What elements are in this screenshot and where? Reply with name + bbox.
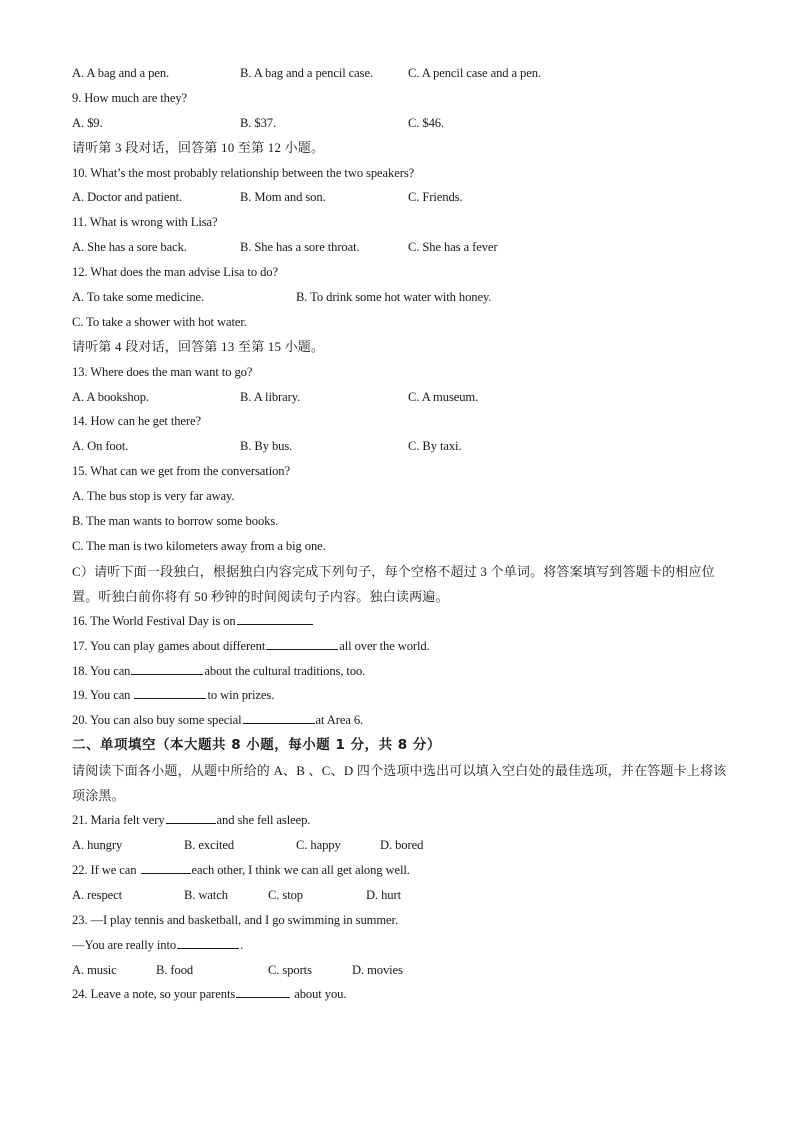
- answer-blank: [134, 684, 206, 699]
- option-c: C. stop: [268, 887, 303, 902]
- q22-text-after: each other, I think we can all get along well.: [191, 862, 410, 877]
- q15-option-c: C. The man is two kilometers away from a big one.: [72, 538, 326, 553]
- q23-options: [72, 958, 732, 983]
- question-20: [72, 708, 732, 733]
- option-b: B. Mom and son.: [240, 190, 326, 205]
- option-b: B. A bag and a pencil case.: [240, 66, 373, 80]
- q22-options: [72, 883, 732, 908]
- question-19: [72, 683, 732, 708]
- option-c: C. sports: [268, 962, 312, 977]
- q24-text-after: about you.: [291, 987, 347, 1002]
- option-a: A. hungry: [72, 838, 123, 853]
- answer-blank: [243, 709, 315, 724]
- q23-reply-after: .: [240, 937, 244, 952]
- question-23: 23. —I play tennis and basketball, and I go swimming in summer.: [72, 912, 398, 927]
- option-c: C. $46.: [408, 115, 445, 130]
- question-24: [72, 982, 732, 1007]
- option-a: A. $9.: [72, 115, 103, 130]
- section-3-instruction: 请听第 3 段对话，回答第 10 至第 12 小题。: [72, 139, 325, 155]
- option-d: D. bored: [380, 838, 424, 853]
- option-d: D. hurt: [366, 887, 401, 902]
- answer-blank: [266, 635, 338, 650]
- option-a: A. music: [72, 962, 117, 977]
- question-13: 13. Where does the man want to go?: [72, 364, 253, 379]
- option-a: A. To take some medicine.: [72, 290, 205, 305]
- q20-text-after: at Area 6.: [315, 713, 364, 728]
- option-a: A. A bag and a pen.: [72, 66, 170, 80]
- q19-text: 19. You can: [72, 688, 134, 703]
- q21-text-after: and she fell asleep.: [216, 813, 311, 828]
- answer-blank: [236, 983, 290, 998]
- question-12: 12. What does the man advise Lisa to do?: [72, 265, 278, 280]
- q18-text-after: about the cultural traditions, too.: [204, 663, 366, 678]
- option-d: D. movies: [352, 962, 403, 977]
- option-b: B. food: [156, 962, 194, 977]
- option-b: B. To drink some hot water with honey.: [296, 290, 492, 305]
- part-c-instruction: C）请听下面一段独白，根据独白内容完成下列句子，每个空格不超过 3 个单词。将答案填写到答题卡的相应位置。听独白前你将有 50 秒钟的时间阅读句子内容。独白读两遍。: [72, 563, 715, 604]
- q9-options: [72, 111, 732, 136]
- option-b: B. watch: [184, 887, 228, 902]
- q18-text: 18. You can: [72, 663, 131, 678]
- question-10: 10. What’s the most probably relationship between the two speakers?: [72, 165, 415, 180]
- question-23-reply: [72, 933, 732, 958]
- q20-text: 20. You can also buy some special: [72, 713, 242, 728]
- q17-text-after: all over the world.: [339, 638, 430, 653]
- q15-option-a: A. The bus stop is very far away.: [72, 489, 235, 504]
- q11-options: [72, 235, 732, 260]
- option-b: B. By bus.: [240, 439, 293, 454]
- q15-option-b: B. The man wants to borrow some books.: [72, 514, 279, 529]
- answer-blank: [141, 859, 191, 874]
- q12-option-c: C. To take a shower with hot water.: [72, 314, 247, 329]
- q19-text-after: to win prizes.: [207, 688, 275, 703]
- q10-options: [72, 185, 732, 210]
- question-15: 15. What can we get from the conversation?: [72, 464, 290, 479]
- option-c: C. A museum.: [408, 389, 479, 404]
- option-c: C. Friends.: [408, 190, 463, 205]
- q21-text: 21. Maria felt very: [72, 813, 165, 828]
- option-a: A. respect: [72, 887, 123, 902]
- part-2-instruction: 请阅读下面各小题，从题中所给的 A、B 、C、D 四个选项中选出可以填入空白处的最佳选项，并在答题卡上将该项涂黑。: [72, 763, 727, 804]
- option-c: C. A pencil case and a pen.: [408, 66, 541, 80]
- question-16: [72, 609, 732, 634]
- option-a: A. Doctor and patient.: [72, 190, 183, 205]
- option-a: A. A bookshop.: [72, 389, 149, 404]
- option-b: B. A library.: [240, 389, 301, 404]
- q16-text: 16. The World Festival Day is on: [72, 613, 236, 628]
- q8-options: [72, 61, 732, 86]
- q14-options: [72, 434, 732, 459]
- question-17: [72, 634, 732, 659]
- question-22: [72, 858, 732, 883]
- option-c: C. By taxi.: [408, 439, 462, 454]
- q23-reply-text: —You are really into: [72, 937, 177, 952]
- option-a: A. On foot.: [72, 439, 129, 454]
- option-c: C. She has a fever: [408, 240, 498, 255]
- question-18: [72, 659, 732, 684]
- part-2-heading: 二、单项填空（本大题共 8 小题，每小题 1 分，共 8 分）: [72, 737, 441, 754]
- option-c: C. happy: [296, 838, 341, 853]
- answer-blank: [237, 610, 313, 625]
- answer-blank: [131, 660, 203, 675]
- q22-text: 22. If we can: [72, 862, 140, 877]
- question-9: 9. How much are they?: [72, 90, 188, 105]
- answer-blank: [177, 934, 239, 949]
- exam-page: [72, 61, 732, 1007]
- section-4-instruction: 请听第 4 段对话，回答第 13 至第 15 小题。: [72, 338, 325, 354]
- question-11: 11. What is wrong with Lisa?: [72, 215, 218, 230]
- q13-options: [72, 385, 732, 410]
- option-b: B. excited: [184, 838, 235, 853]
- q21-options: [72, 833, 732, 858]
- question-21: [72, 808, 732, 833]
- q12-options-ab: [72, 285, 732, 310]
- option-a: A. She has a sore back.: [72, 240, 187, 255]
- q24-text: 24. Leave a note, so your parents: [72, 987, 236, 1002]
- option-b: B. $37.: [240, 115, 277, 130]
- option-b: B. She has a sore throat.: [240, 240, 360, 255]
- q17-text: 17. You can play games about different: [72, 638, 266, 653]
- answer-blank: [166, 809, 216, 824]
- question-14: 14. How can he get there?: [72, 414, 201, 429]
